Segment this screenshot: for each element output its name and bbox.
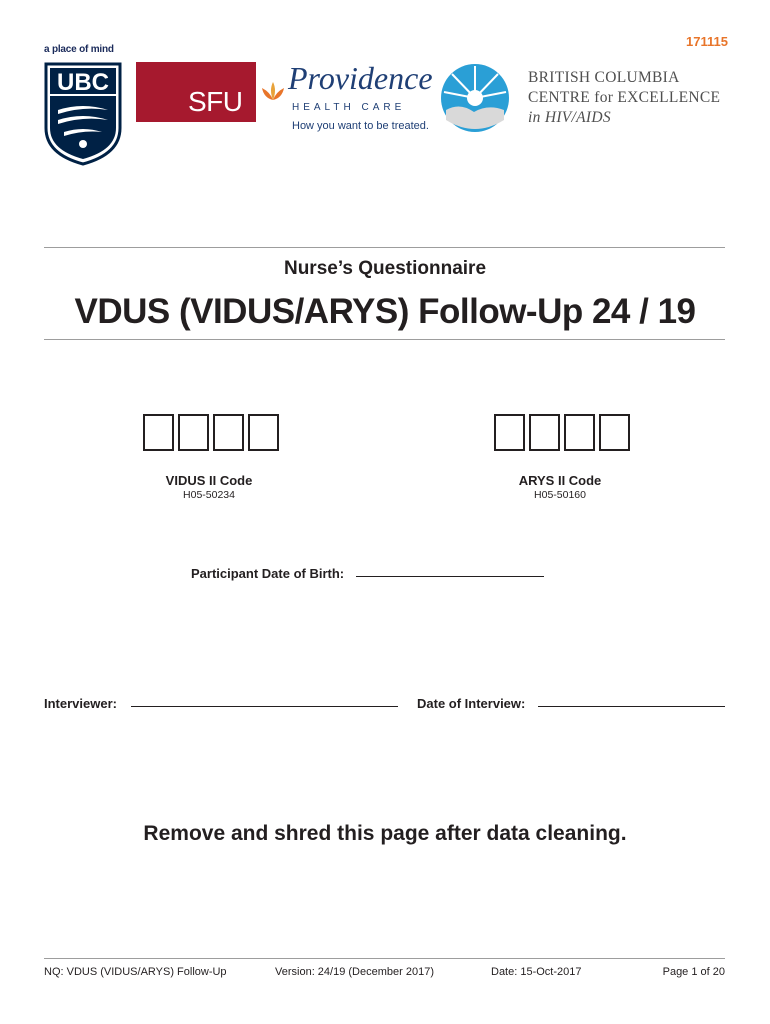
footer-page: Page 1 of 20 xyxy=(662,966,725,978)
providence-subname: HEALTH CARE xyxy=(292,102,406,113)
footer-doc-name: NQ: VDUS (VIDUS/ARYS) Follow-Up xyxy=(44,966,227,978)
ubc-logo-text: UBC xyxy=(57,69,109,96)
footer-date: Date: 15-Oct-2017 xyxy=(491,966,582,978)
arys-code-boxes xyxy=(494,414,630,451)
bccfe-line-2: CENTRE for EXCELLENCE xyxy=(528,89,721,106)
ubc-tagline: a place of mind xyxy=(44,44,114,55)
vidus-code-value: H05-50234 xyxy=(183,489,235,501)
shred-notice: Remove and shred this page after data cleaning. xyxy=(143,822,627,845)
providence-logo xyxy=(258,58,448,138)
interviewer-field[interactable] xyxy=(131,706,398,707)
form-subtitle: Nurse’s Questionnaire xyxy=(283,258,487,279)
arys-code-value: H05-50160 xyxy=(534,489,586,501)
arys-code-box[interactable] xyxy=(494,414,525,451)
vidus-code-boxes xyxy=(143,414,279,451)
footer-rule xyxy=(44,958,725,959)
title-rule-top xyxy=(44,247,725,248)
arys-code-box[interactable] xyxy=(529,414,560,451)
sfu-logo xyxy=(136,62,256,122)
bccfe-logo xyxy=(440,60,510,136)
interview-date-label: Date of Interview: xyxy=(417,696,526,711)
document-number: 171115 xyxy=(686,34,728,49)
vidus-code-label: VIDUS II Code xyxy=(165,473,253,488)
sfu-logo-text: SFU xyxy=(188,86,243,117)
form-title: VDUS (VIDUS/ARYS) Follow-Up 24 / 19 xyxy=(74,292,696,331)
vidus-code-box[interactable] xyxy=(248,414,279,451)
bccfe-line-1: BRITISH COLUMBIA xyxy=(528,69,680,86)
vidus-code-box[interactable] xyxy=(213,414,244,451)
dob-label: Participant Date of Birth: xyxy=(191,566,345,581)
arys-code-label: ARYS II Code xyxy=(518,473,602,488)
dob-field[interactable] xyxy=(356,576,544,577)
providence-name: Providence xyxy=(288,60,433,96)
bccfe-line-3: in HIV/AIDS xyxy=(528,109,611,126)
flame-icon xyxy=(258,80,288,102)
arys-code-box[interactable] xyxy=(599,414,630,451)
providence-tagline: How you want to be treated. xyxy=(292,120,429,132)
interviewer-label: Interviewer: xyxy=(44,696,117,711)
vidus-code-box[interactable] xyxy=(178,414,209,451)
interview-date-field[interactable] xyxy=(538,706,725,707)
title-rule-bottom xyxy=(44,339,725,340)
arys-code-box[interactable] xyxy=(564,414,595,451)
vidus-code-box[interactable] xyxy=(143,414,174,451)
bccfe-name xyxy=(528,68,720,128)
footer-version: Version: 24/19 (December 2017) xyxy=(275,966,434,978)
ubc-logo xyxy=(44,62,122,166)
